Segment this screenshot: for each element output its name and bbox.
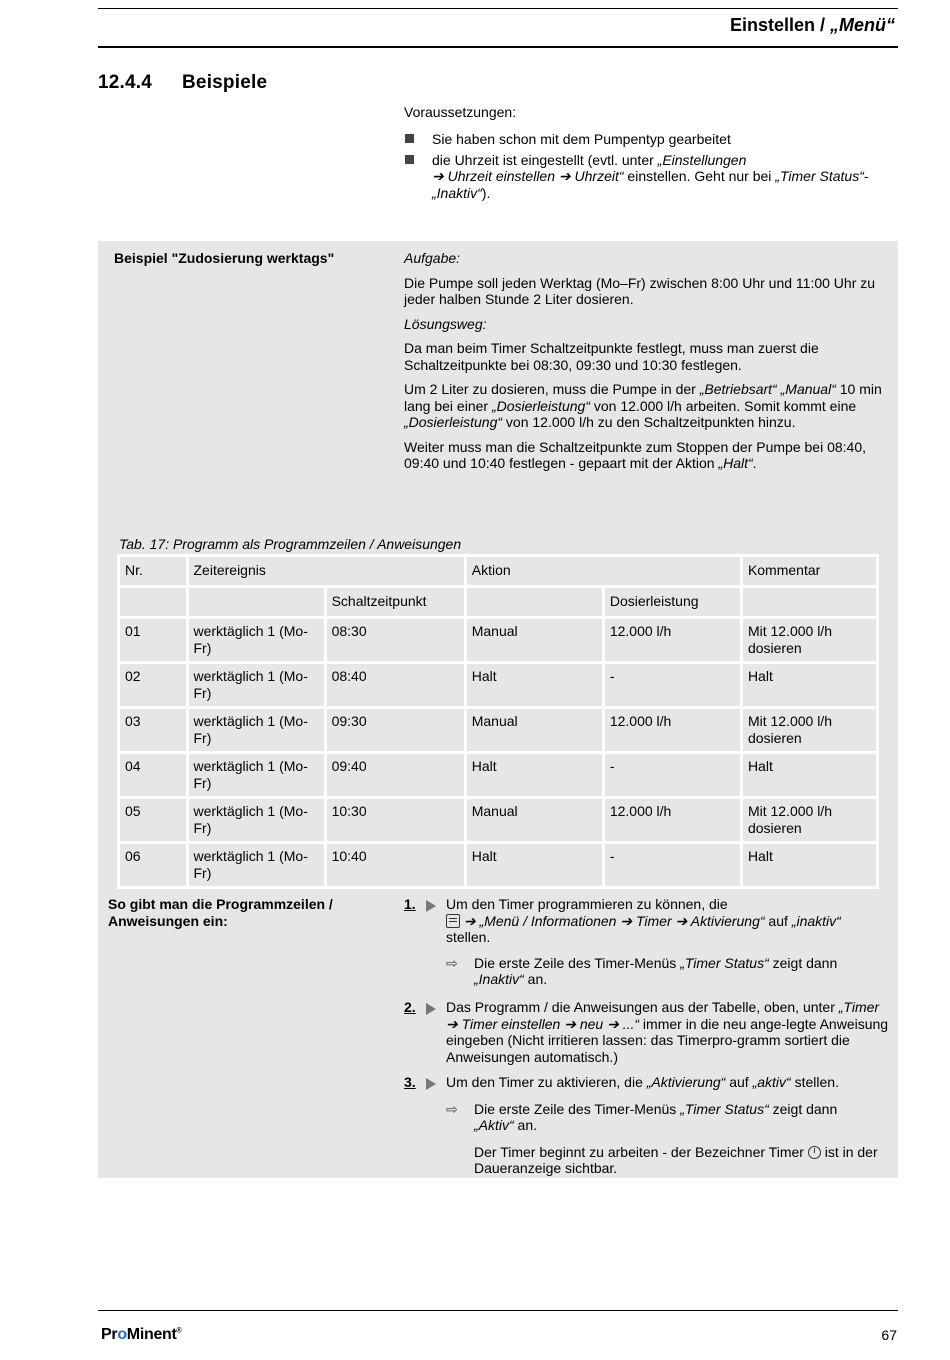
step-3 xyxy=(404,1074,889,1177)
timer-icon xyxy=(808,1146,821,1159)
step-note: Der Timer beginnt zu arbeiten - der Bezeichner Timer ist in der Daueranzeige sichtbar. xyxy=(474,1143,878,1176)
table-row xyxy=(120,619,876,661)
table-row xyxy=(120,709,876,751)
step-number: 3. xyxy=(404,1074,416,1090)
table-cell: 12.000 l/h xyxy=(605,709,740,751)
table-subheader-row xyxy=(120,588,876,616)
table-cell: 04 xyxy=(120,754,186,796)
table-cell: 08:40 xyxy=(327,664,464,706)
table-row xyxy=(120,754,876,796)
table-cell: Manual xyxy=(467,709,602,751)
square-bullet-icon xyxy=(405,134,414,143)
column-subheader: Schaltzeitpunkt xyxy=(327,588,464,616)
table-cell: 12.000 l/h xyxy=(605,619,740,661)
column-header: Kommentar xyxy=(743,557,876,585)
table-cell: 12.000 l/h xyxy=(605,799,740,841)
table-cell: Halt xyxy=(467,664,602,706)
example-body xyxy=(404,250,889,480)
table-cell: 01 xyxy=(120,619,186,661)
table-cell xyxy=(120,588,186,616)
table-header-row xyxy=(120,557,876,585)
solution-paragraph-2: Um 2 Liter zu dosieren, muss die Pumpe in der „Betriebsart“ „Manual“ 10 min lang bei einer „Dosierleistung“ von 12.000 l/h arbeiten. Somit kommt eine „Dosierleistung“ von 12.000 l/h zu den Schaltzeitpunkten hinzu. xyxy=(404,381,882,430)
table-cell: - xyxy=(605,754,740,796)
top-rule xyxy=(98,8,898,9)
section-number: 12.4.4 xyxy=(98,72,153,93)
page-header-title: Einstellen / „Menü“ xyxy=(729,15,895,35)
step-number: 1. xyxy=(404,896,416,912)
table-cell: 08:30 xyxy=(327,619,464,661)
list-item: die Uhrzeit ist eingestellt (evtl. unter „Einstellungen ➔ Uhrzeit einstellen ➔ Uhrzeit“ einstellen. Geht nur bei „Timer Status“- „Inaktiv“). xyxy=(404,152,874,202)
section-heading xyxy=(98,72,267,94)
table-cell: werktäglich 1 (Mo-Fr) xyxy=(189,709,324,751)
table-cell: Manual xyxy=(467,799,602,841)
column-header: Nr. xyxy=(120,557,186,585)
table-cell: werktäglich 1 (Mo-Fr) xyxy=(189,844,324,886)
table-cell: Mit 12.000 l/h dosieren xyxy=(743,709,876,751)
table-row xyxy=(120,664,876,706)
table-cell: Halt xyxy=(743,844,876,886)
solution-paragraph-3: Weiter muss man die Schaltzeitpunkte zum Stoppen der Pumpe bei 08:40, 09:40 und 10:40 festlegen - gepaart mit der Aktion „Halt“. xyxy=(404,438,866,471)
table-cell: werktäglich 1 (Mo-Fr) xyxy=(189,664,324,706)
list-item: Sie haben schon mit dem Pumpentyp gearbeitet xyxy=(404,131,874,148)
step-arrow-icon xyxy=(426,1003,436,1015)
footer-rule xyxy=(98,1310,898,1311)
table-cell: Mit 12.000 l/h dosieren xyxy=(743,619,876,661)
solution-label: Lösungsweg: xyxy=(404,315,487,332)
step-text: Um den Timer programmieren zu können, die ➔ „Menü / Informationen ➔ Timer ➔ Aktivierung“ auf „inaktiv“ stellen. xyxy=(446,896,841,945)
table-cell: Mit 12.000 l/h dosieren xyxy=(743,799,876,841)
prerequisites-list xyxy=(404,131,874,205)
example-title: Beispiel "Zudosierung werktags" xyxy=(114,250,335,266)
table-cell: Halt xyxy=(743,664,876,706)
table-cell: 02 xyxy=(120,664,186,706)
header-rule xyxy=(98,46,898,48)
step-result: ⇨ Die erste Zeile des Timer-Menüs „Timer Status“ zeigt dann „Aktiv“ an. xyxy=(446,1100,838,1133)
table-row xyxy=(120,799,876,841)
step-1 xyxy=(404,896,889,988)
solution-paragraph-1: Da man beim Timer Schaltzeitpunkte festlegt, muss man zuerst die Schaltzeitpunkte bei 08:30, 09:30 und 10:30 festlegen. xyxy=(404,340,819,373)
step-arrow-icon xyxy=(426,1078,436,1090)
step-result: ⇨ Die erste Zeile des Timer-Menüs „Timer Status“ zeigt dann „Inaktiv“ an. xyxy=(446,954,838,987)
table-cell: 09:30 xyxy=(327,709,464,751)
table-cell: werktäglich 1 (Mo-Fr) xyxy=(189,754,324,796)
column-header: Aktion xyxy=(467,557,740,585)
section-title: Beispiele xyxy=(182,72,268,93)
menu-icon xyxy=(446,914,460,928)
table-cell: Manual xyxy=(467,619,602,661)
table-cell: 06 xyxy=(120,844,186,886)
table-cell: 05 xyxy=(120,799,186,841)
steps-title: So gibt man die Programmzeilen / Anweisungen ein: xyxy=(108,896,333,929)
table-cell xyxy=(743,588,876,616)
table-cell: 10:30 xyxy=(327,799,464,841)
column-header: Zeitereignis xyxy=(189,557,464,585)
step-text: Das Programm / die Anweisungen aus der Tabelle, oben, unter „Timer ➔ Timer einstellen ➔ neu ➔ ...“ immer in die neu ange-legte Anweisung eingeben (Nicht irritieren lassen: das Timerpro-gramm sortiert die Anweisungen automatisch.) xyxy=(446,999,889,1065)
table-cell: Halt xyxy=(743,754,876,796)
square-bullet-icon xyxy=(405,155,414,164)
column-subheader: Dosierleistung xyxy=(605,588,740,616)
table-row xyxy=(120,844,876,886)
prominent-logo: ProMinent® xyxy=(101,1326,182,1343)
step-text: Um den Timer zu aktivieren, die „Aktivierung“ auf „aktiv“ stellen. xyxy=(446,1074,839,1090)
table-cell: werktäglich 1 (Mo-Fr) xyxy=(189,619,324,661)
table-cell: 03 xyxy=(120,709,186,751)
table-cell: - xyxy=(605,844,740,886)
table-cell: werktäglich 1 (Mo-Fr) xyxy=(189,799,324,841)
table-cell: Halt xyxy=(467,844,602,886)
step-arrow-icon xyxy=(426,900,436,912)
step-2 xyxy=(404,999,889,1065)
result-arrow-icon: ⇨ xyxy=(446,954,458,971)
task-text: Die Pumpe soll jeden Werktag (Mo–Fr) zwischen 8:00 Uhr und 11:00 Uhr zu jeder halben Stunde 2 Liter dosieren. xyxy=(404,274,876,307)
table-cell: Halt xyxy=(467,754,602,796)
table-cell: 09:40 xyxy=(327,754,464,796)
table-cell xyxy=(189,588,324,616)
table-cell xyxy=(467,588,602,616)
table-cell: 10:40 xyxy=(327,844,464,886)
prerequisites-title: Voraussetzungen: xyxy=(404,104,517,120)
step-number: 2. xyxy=(404,999,416,1015)
program-table xyxy=(117,554,879,889)
page-number: 67 xyxy=(881,1327,897,1343)
table-caption: Tab. 17: Programm als Programmzeilen / Anweisungen xyxy=(119,536,462,552)
task-label: Aufgabe: xyxy=(404,250,461,266)
result-arrow-icon: ⇨ xyxy=(446,1100,458,1117)
table-cell: - xyxy=(605,664,740,706)
